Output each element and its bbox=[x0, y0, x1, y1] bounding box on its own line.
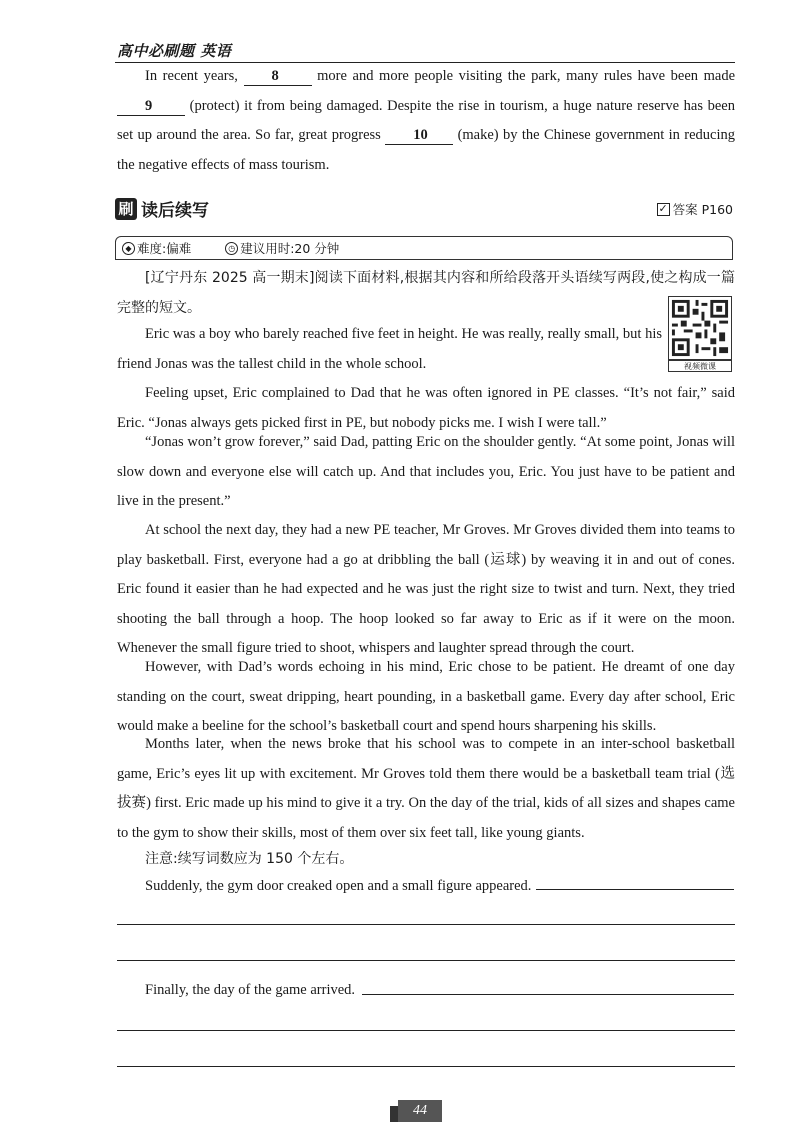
answer-reference bbox=[657, 200, 733, 218]
blank-8[interactable] bbox=[244, 67, 312, 86]
difficulty-text: 难度:偏难 bbox=[137, 241, 192, 256]
instructions: [辽宁丹东 2025 高一期末]阅读下面材料,根据其内容和所给段落开头语续写两段,使之构成一篇完整的短文。 bbox=[117, 270, 735, 316]
brush-icon: 刷 bbox=[115, 198, 137, 220]
story-paragraph: However, with Dad’s words echoing in his mind, Eric chose to be patient. He dreamt of one day standing on the court, sweat dripping, heart pounding, in a basketball game. Every day after school, Eric would make a beeline for the school’s basketball court and spend hours sharpening his skills. bbox=[117, 659, 735, 734]
continuation-prompt-2: Finally, the day of the game arrived. bbox=[145, 982, 356, 998]
blank-number: 10 bbox=[413, 127, 428, 143]
story-paragraph: At school the next day, they had a new PE teacher, Mr Groves. Mr Groves divided them into teams to play basketball. First, everyone had a go at dribbling the ball (运球) by weaving it in and out of cones. Eric found it easier than he had expected and he was just the right size to twist and turn. Next, they tried shooting the ball through a hoop. The hoop looked so far away to Eric as if it were on the moon. Whenever the small figure tried to shoot, whispers and laughter spread through the court. bbox=[117, 522, 735, 656]
story-paragraph: Months later, when the news broke that his school was to compete in an inter-school basketball game, Eric’s eyes lit up with excitement. Mr Groves told them there would be a basketball team trial (选拔赛) first. Eric made up his mind to give it a try. On the day of the trial, kids of all sizes and shapes came to the gym to show their skills, most of them over six feet tall, like young giants. bbox=[117, 736, 735, 841]
suggested-time bbox=[225, 239, 339, 257]
writing-line[interactable] bbox=[117, 1066, 735, 1067]
info-bar bbox=[115, 236, 733, 260]
word-count-note: 注意:续写词数应为 150 个左右。 bbox=[145, 851, 354, 867]
section-title bbox=[115, 196, 209, 221]
cloze-paragraph bbox=[117, 62, 735, 180]
writing-line[interactable] bbox=[117, 924, 735, 925]
blank-10[interactable] bbox=[385, 126, 453, 145]
difficulty bbox=[122, 239, 191, 257]
blank-9[interactable] bbox=[117, 97, 185, 116]
writing-line[interactable] bbox=[362, 994, 734, 995]
checkbox-icon: ✓ bbox=[658, 201, 668, 215]
difficulty-icon: ◆ bbox=[122, 242, 135, 255]
text: In recent years, bbox=[145, 68, 238, 84]
text: more and more people visiting the park, many rules have been made bbox=[317, 68, 736, 84]
story-paragraph: “Jonas won’t grow forever,” said Dad, patting Eric on the shoulder gently. “At some point, Jonas will slow down and everyone else will catch up. And that includes you, Eric. You just have to be patient and live in the present.” bbox=[117, 434, 735, 509]
story-paragraph: Eric was a boy who barely reached five feet in height. He was really, really small, but his friend Jonas was the tallest child in the whole school. bbox=[117, 326, 662, 372]
writing-line[interactable] bbox=[117, 960, 735, 961]
answer-text: 答案 P160 bbox=[672, 202, 733, 217]
page-number: 44 bbox=[398, 1100, 442, 1122]
story-paragraph: Feeling upset, Eric complained to Dad that he was often ignored in PE classes. “It’s not fair,” said Eric. “Jonas always gets picked first in PE, but nobody picks me. I wish I were tall.” bbox=[117, 385, 735, 431]
qr-code-icon[interactable] bbox=[668, 296, 732, 360]
video-lesson-label[interactable]: 视频微课 bbox=[668, 360, 732, 372]
writing-line[interactable] bbox=[117, 1030, 735, 1031]
section-title-text: 读后续写 bbox=[141, 201, 209, 221]
blank-number: 9 bbox=[145, 97, 153, 114]
text: (make) by the Chinese government in reducing the negative effects of mass tourism. bbox=[117, 127, 736, 173]
text: (protect) it from being damaged. Despite the rise in tourism, a huge nature reserve has been set up around the area. So far, great progress bbox=[117, 97, 735, 143]
clock-icon: ◷ bbox=[225, 242, 238, 255]
time-text: 建议用时:20 分钟 bbox=[240, 241, 340, 256]
blank-number: 8 bbox=[271, 68, 279, 84]
continuation-prompt-1: Suddenly, the gym door creaked open and a small figure appeared. bbox=[145, 878, 532, 894]
book-header: 高中必刷题 英语 bbox=[117, 42, 232, 60]
writing-line[interactable] bbox=[536, 889, 734, 890]
